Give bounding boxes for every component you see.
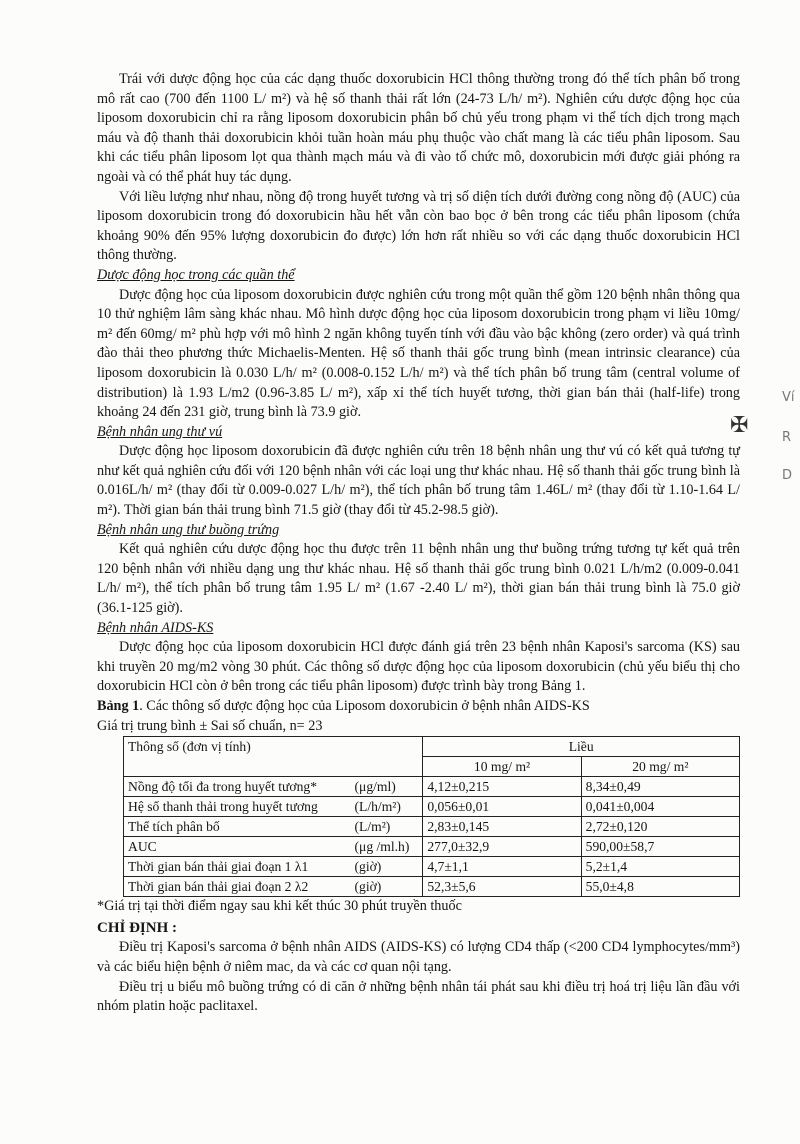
table-row: AUC (μg /ml.h) 277,0±32,9 590,00±58,7 [124, 837, 740, 857]
margin-mark: Ví [782, 390, 795, 405]
heading-ovarian-cancer: Bệnh nhân ung thư buồng trứng [97, 521, 280, 538]
table-header-row [124, 737, 740, 757]
margin-mark: D [782, 468, 793, 483]
table-row: Thể tích phân bố (L/m²) 2,83±0,145 2,72±0,120 [124, 817, 740, 837]
header-dose-10: 10 mg/ m² [423, 757, 581, 777]
document-page [97, 70, 740, 1017]
pk-table [123, 736, 740, 897]
table-row: Thời gian bán thải giai đoạn 1 λ1 (giờ) 4,7±1,1 5,2±1,4 [124, 857, 740, 877]
table-title: Bảng 1. Các thông số dược động học của Liposom doxorubicin ở bệnh nhân AIDS-KS [97, 698, 590, 714]
margin-mark: R [782, 430, 792, 445]
header-parameter: Thông số (đơn vị tính) [124, 737, 423, 777]
heading-aids-ks: Bệnh nhân AIDS-KS [97, 619, 214, 636]
heading-breast-cancer: Bệnh nhân ung thư vú [97, 423, 223, 440]
table-row: Nồng độ tối đa trong huyết tương* (μg/ml) 4,12±0,215 8,34±0,49 [124, 777, 740, 797]
table-footnote: *Giá trị tại thời điểm ngay sau khi kết thúc 30 phút truyền thuốc [97, 898, 462, 915]
header-dose-20: 20 mg/ m² [581, 757, 739, 777]
paragraph-ovarian-cancer: Kết quả nghiên cứu dược động học thu được trên 11 bệnh nhân ung thư buồng trứng tương tự kết quả trên 120 bệnh nhân với nhiều dạng ung thư khác nhau. Hệ số thanh thải gốc trung bình 0.021 L/h/m2 (0.009-0.041 L/h/ m²), thể tích phân bố trung tâm 1.95 L/ m² (1.67 -2.40 L/ m²), thời gian bán thải trung bình là 75.0 giờ (36.1-125 giờ). [97, 541, 740, 617]
paragraph-distribution: Trái với dược động học của các dạng thuốc doxorubicin HCl thông thường trong đó thể tích phân bố trong mô rất cao (700 đến 1100 L/ m²) và hệ số thanh thải rất lớn (24-73 L/h/ m²). Nghiên cứu dược động học của liposom doxorubicin chỉ ra rằng liposom doxorubicin phân bố chủ yếu trong phạm vi thể tích dịch trong mạch máu và độ thanh thải doxorubicin khỏi tuần hoàn máu phụ thuộc vào chất mang là các tiểu phân liposom. Sau khi các tiểu phân liposom lọt qua thành mạch máu và đi vào tổ chức mô, doxorubicin mới được giải phóng ra ngoài và có thể phát huy tác dụng. [97, 71, 740, 185]
indication-kaposi: Điều trị Kaposi's sarcoma ở bệnh nhân AIDS (AIDS-KS) có lượng CD4 thấp (<200 CD4 lymphocytes/mm³) và các biểu hiện bệnh ở niêm mac, da và các cơ quan nội tạng. [97, 939, 740, 975]
table-row: Thời gian bán thải giai đoạn 2 λ2 (giờ) 52,3±5,6 55,0±4,8 [124, 877, 740, 897]
table-subtitle: Giá trị trung bình ± Sai số chuẩn, n= 23 [97, 717, 323, 734]
header-dose: Liều [423, 737, 740, 757]
paragraph-breast-cancer: Dược động học liposom doxorubicin đã được nghiên cứu trên 18 bệnh nhân ung thư vú có kết quả tương tự như kết quả nghiên cứu đối với 120 bệnh nhân với các loại ung thư khác nhau. Hệ số thanh thải gốc trung bình là 0.016L/h/ m² (thay đổi từ 0.009-0.027 L/h/ m²), thể tích phân bố trung tâm 1.46L/ m² (thay đổi từ 1.10-1.64 L/ m²). Thời gian bán thải trung bình 71.5 giờ (thay đổi từ 45.2-98.5 giờ). [97, 443, 740, 519]
paragraph-aids-ks: Dược động học của liposom doxorubicin HCl được đánh giá trên 23 bệnh nhân Kaposi's sarcoma (KS) sau khi truyền 20 mg/m2 vòng 30 phút. Các thông số dược động học của liposom doxorubicin (chủ yếu biểu thị cho doxorubicin HCl còn ở bên trong các tiểu phân liposom) được trình bày trong Bảng 1. [97, 639, 740, 695]
indication-ovarian: Điều trị u biểu mô buồng trứng có di căn ở những bệnh nhân tái phát sau khi điều trị hoá trị liệu lần đầu với nhóm platin hoặc paclitaxel. [97, 978, 740, 1015]
margin-scan-marks [778, 380, 800, 680]
paragraph-population: Dược động học của liposom doxorubicin được nghiên cứu trong một quần thể gồm 120 bệnh nhân thông qua 10 thử nghiệm lâm sàng khác nhau. Mô hình dược động học của liposom doxorubicin trong phạm vi liều 10mg/ m² đến 60mg/ m² phù hợp với mô hình 2 ngăn không tuyến tính với đầu vào bậc không (zero order) và quá trình đào thải theo phương thức Michaelis-Menten. Hệ số thanh thải gốc trung bình (mean intrinsic clearance) của liposom doxorubicin là 0.030 L/h/ m² (0.008-0.152 L/h/ m²) và thể tích phân bố trung tâm (central volume of distribution) là 1.93 L/m2 (0.96-3.85 L/ m²), xấp xỉ thể tích huyết tương, thời gian bán thải (half-life) trong khoảng 24 đến 231 giờ, trung bình là 73.9 giờ. [97, 286, 740, 421]
table-row: Hệ số thanh thải trong huyết tương (L/h/m²) 0,056±0,01 0,041±0,004 [124, 797, 740, 817]
heading-population: Dược động học trong các quần thể [97, 266, 295, 283]
handwritten-mark-icon: ✠ [730, 412, 749, 437]
indication-title: CHỈ ĐỊNH : [97, 919, 178, 936]
paragraph-auc: Với liều lượng như nhau, nồng độ trong huyết tương và trị số diện tích dưới đường cong nồng độ (AUC) của liposom doxorubicin trong đó doxorubicin hầu hết vẫn còn bao bọc ở bên trong các tiểu phân liposom (chứa khoảng 90% đến 95% lượng doxorubicin đo được) lớn hơn rất nhiều so với các dạng thuốc doxorubicin HCl thông thường. [97, 188, 740, 264]
